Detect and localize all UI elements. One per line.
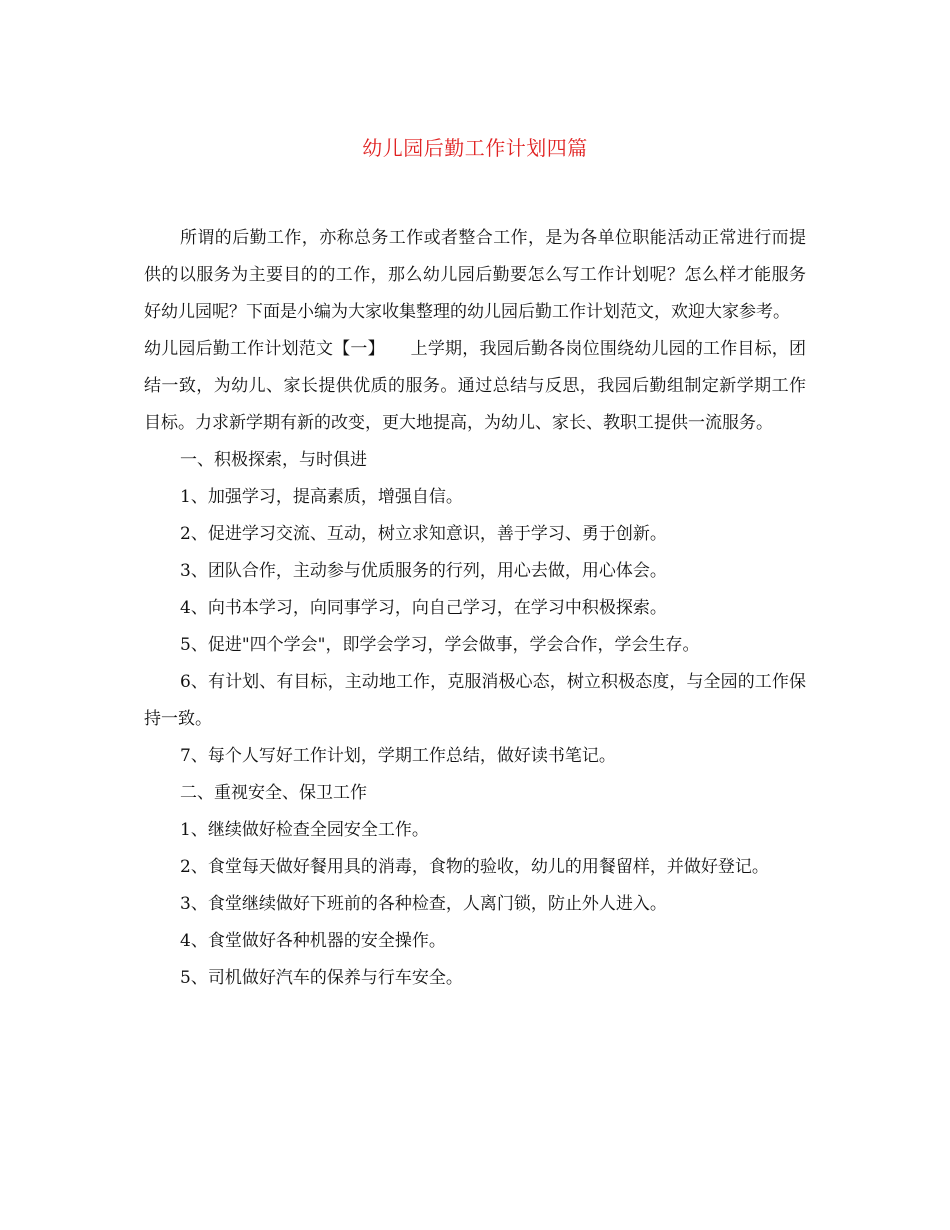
document-body <box>144 220 806 997</box>
list-item: 7、每个人写好工作计划，学期工作总结，做好读书笔记。 <box>180 746 616 766</box>
list-item: 5、促进"四个学会"，即学会学习，学会做事，学会合作，学会生存。 <box>180 635 700 655</box>
heading-explore: 一、积极探索，与时俱进 <box>180 450 367 470</box>
list-item: 6、有计划、有目标，主动地工作，克服消极心态，树立积极态度，与全园的工作保持一致。 <box>144 672 806 729</box>
list-item: 2、促进学习交流、互动，树立求知意识，善于学习、勇于创新。 <box>180 524 667 544</box>
document-title: 幼儿园后勤工作计划四篇 <box>362 136 588 160</box>
list-item: 3、团队合作，主动参与优质服务的行列，用心去做，用心体会。 <box>180 561 667 581</box>
list-item: 1、继续做好检查全园安全工作。 <box>180 820 429 840</box>
list-item: 1、加强学习，提高素质，增强自信。 <box>180 487 463 507</box>
list-item: 3、食堂继续做好下班前的各种检查，人离门锁，防止外人进入。 <box>180 894 667 914</box>
list-item: 4、食堂做好各种机器的安全操作。 <box>180 931 446 951</box>
list-item: 4、向书本学习，向同事学习，向自己学习，在学习中积极探索。 <box>180 598 667 618</box>
heading-safety: 二、重视安全、保卫工作 <box>180 783 367 803</box>
intro-paragraph: 所谓的后勤工作，亦称总务工作或者整合工作，是为各单位职能活动正常进行而提供的以服务为主要目的的工作，那么幼儿园后勤要怎么写工作计划呢？怎么样才能服务好幼儿园呢？下面是小编为大家收集整理的幼儿园后勤工作计划范文，欢迎大家参考。 <box>144 228 806 322</box>
section-one-paragraph: 幼儿园后勤工作计划范文【一】 上学期，我园后勤各岗位围绕幼儿园的工作目标，团结一致，为幼儿、家长提供优质的服务。通过总结与反思，我园后勤组制定新学期工作目标。力求新学期有新的改变，更大地提高，为幼儿、家长、教职工提供一流服务。 <box>144 339 806 433</box>
list-item: 2、食堂每天做好餐用具的消毒，食物的验收，幼儿的用餐留样，并做好登记。 <box>180 857 769 877</box>
list-item: 5、司机做好汽车的保养与行车安全。 <box>180 968 463 988</box>
